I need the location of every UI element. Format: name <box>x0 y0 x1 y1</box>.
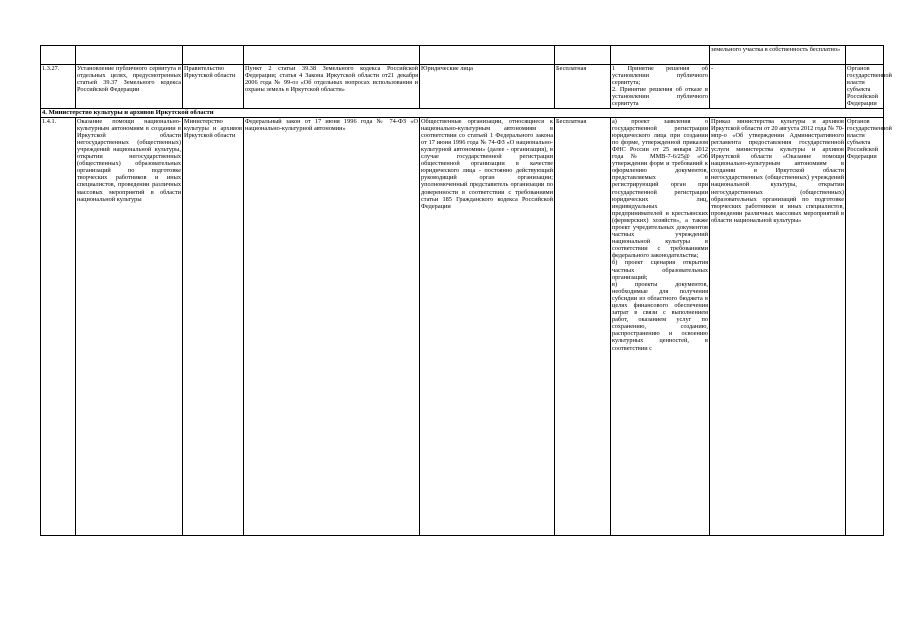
table-row <box>41 117 884 535</box>
row-number-cell: 1.3.27. <box>41 65 76 109</box>
authority-cell: Правительство Иркутской области <box>183 65 244 109</box>
result-cell: 1 Принятие решения об установлении публичного сервитута; 2. Принятие решения об отказе в установлении публичного сервитута <box>612 65 708 108</box>
legal-basis-cell: Пункт 2 статьи 39.38 Земельного кодекса Российской Федерации; статья 4 Закона Иркутской области от21 декабря 2006 года № 99-оз «Об отдельных вопросах использования и охраны земель в Иркутской области» <box>244 65 420 109</box>
legal-basis-cell: Федеральный закон от 17 июня 1996 года № 74-ФЗ «О национально-культурной автономии» <box>244 117 420 535</box>
table-row <box>41 46 884 65</box>
table-row <box>41 65 884 109</box>
applicants-cell: Юридические лица <box>420 65 555 109</box>
fee-cell: Бесплатная <box>555 65 611 109</box>
section-heading: 4. Министерство культуры и архивов Иркутской области <box>41 108 884 117</box>
section-heading-row <box>41 108 884 117</box>
applicants-cell: Общественные организации, относящиеся к национально-культурным автономиям в соответствии со статьей 1 Федерального закона от 17 июня 1996 года № 74-ФЗ «О национально-культурной автономии» (далее - организация), в случае государственной регистрации общественной организации в качестве юридического лица - постоянно действующий руководящий орган организации; уполномоченный представитель организации по доверенности в соответствии с требованиями статьи 185 Гражданского кодекса Российской Федерации <box>420 117 555 535</box>
row-number-cell: 1.4.1. <box>41 117 76 535</box>
fee-cell: Бесплатная <box>555 117 611 535</box>
authority-cell: Министерство культуры и архивов Иркутской области <box>183 117 244 535</box>
service-name-cell: Установление публичного сервитута в отдельных целях, предусмотренных статьей 39.37 Земельного кодекса Российской Федерации <box>76 65 183 109</box>
registry-table <box>40 45 892 536</box>
executor-cell: Органов государственной власти субъекта Российской Федерации <box>846 117 884 535</box>
regulation-cell: земельного участка в собственность бесплатно» <box>710 46 846 65</box>
result-cell: а) проект заявления о государственной регистрации юридического лица при создании по форме, утвержденной приказом ФНС России от 25 января 2012 года № ММВ-7-6/25@ «Об утверждении форм и требований к оформлению документов, представляемых в регистрирующий орган при государственной регистрации юридических лиц, индивидуальных предпринимателей и крестьянских (фермерских) хозяйств», а также проект учредительных документов частных учреждений национальной культуры в соответствии с требованиями федерального законодательства; б) проект сценария открытия частных образовательных организаций; в) проекты документов, необходимые для получения субсидии из областного бюджета в целях финансового обеспечения затрат в связи с выполнением работ, оказанием услуг по сохранению, созданию, распространению и освоению культурных ценностей, в соответствии с <box>611 117 710 535</box>
service-name-cell: Оказание помощи национально-культурным автономиям в создании в Иркутской области негосударственных (общественных) учреждений национальной культуры, открытии негосударственных (общественных) образовательных организаций по подготовке творческих работников и иных специалистов, проведении различных массовых мероприятий в области национальной культуры <box>76 117 183 535</box>
regulation-cell: - <box>710 65 846 109</box>
regulation-cell: Приказ министерства культуры и архивов Иркутской области от 20 августа 2012 года № 70-мпр-о «Об утверждении Административного регламента предоставления государственной услуги министерства культуры и архивов Иркутской области «Оказание помощи национально-культурным автономиям в создании в Иркутской области негосударственных (общественных) учреждений национальной культуры, открытии негосударственных (общественных) образовательных организаций по подготовке творческих работников и иных специалистов, проведении различных массовых мероприятий в области национальной культуры» <box>710 117 846 535</box>
executor-cell: Органов государственной власти субъекта Российской Федерации <box>847 65 892 108</box>
